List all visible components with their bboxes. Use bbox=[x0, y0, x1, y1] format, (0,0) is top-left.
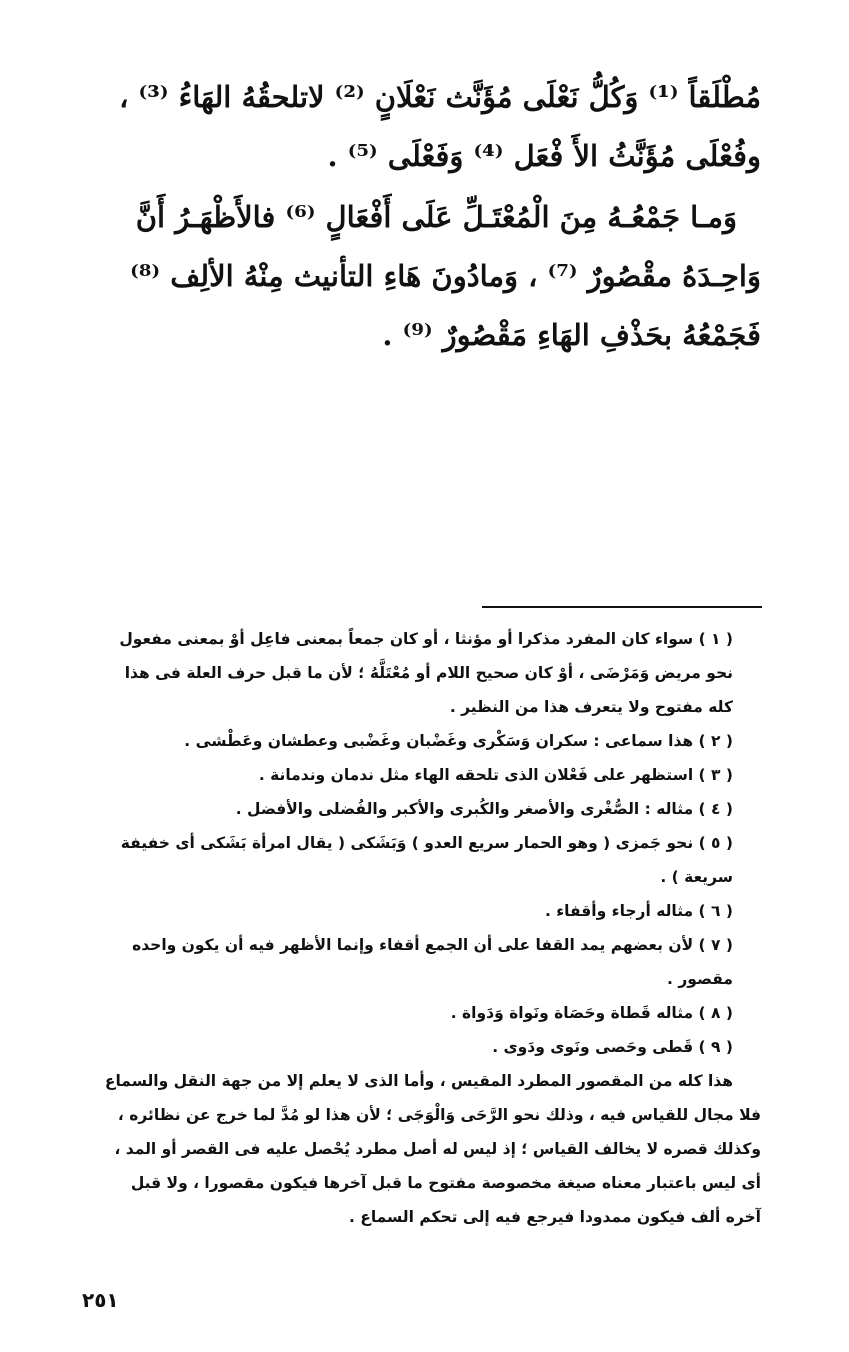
footnotes bbox=[100, 622, 761, 1234]
footnote-9: ( ٩ ) قَطى وحَصى ونَوى ودَوى . bbox=[492, 1038, 733, 1056]
closing-paragraph: هذا كله من المقصور المطرد المقيس ، وأما الذى لا يعلم إلا من جهة النقل والسماع فلا مجال للقياس فيه ، وذلك نحو الرَّحَى وَالْوَجَى ؛ لأن هذا لو مُدَّ لما خرج عن نظائره ، وكذلك قصره لا يخالف القياس ؛ إذ ليس له أصل مطرد يُحْصل عليه فى القصر أو المد ، أى ليس باعتبار معناه صيغة مخصوصة مفتوح ما قبل آخرها فيكون مقصورا ، ولا قبل آخره ألف فيكون ممدودا فيرجع فيه إلى تحكم السماع . bbox=[104, 1072, 761, 1226]
footnote-5: ( ٥ ) نحو جَمزى ( وهو الحمار سريع العدو ) وَبَشَكى ( يقال امرأة بَشَكى أى خفيفة سريعة ) . bbox=[120, 834, 733, 886]
main-paragraph-2: وَمـا جَمْعُـهُ مِنَ الْمُعْتَـلِّ عَلَى أَفْعَالٍ ⁽⁶⁾ فالأَظْهَـرُ أَنَّ وَاحِـدَهُ مقْصُورٌ ⁽⁷⁾ ، وَمادُونَ هَاءِ التأنيث مِنْهُ الألِف ⁽⁸⁾ فَجَمْعُهُ بحَذْفِ الهَاءِ مَقْصُورٌ ⁽⁹⁾ . bbox=[130, 200, 761, 352]
footnote-6: ( ٦ ) مثاله أرجاء وأقفاء . bbox=[544, 902, 733, 920]
main-text bbox=[62, 68, 761, 365]
footnote-3: ( ٣ ) استظهر على فَعْلان الذى تلحقه الهاء مثل ندمان وندمانة . bbox=[258, 766, 733, 784]
footnote-4: ( ٤ ) مثاله : الصُّغْرى والأصغر والكُبرى والأكبر والفُضلى والأفضل . bbox=[235, 800, 733, 818]
footnote-7: ( ٧ ) لأن بعضهم يمد القفا على أن الجمع أقفاء وإنما الأظهر فيه أن يكون واحده مقصور . bbox=[132, 936, 733, 988]
page-number: ٢٥١ bbox=[82, 1288, 119, 1312]
footnote-8: ( ٨ ) مثاله قَطاة وحَصَاة ونَواة وَدَواة . bbox=[450, 1004, 733, 1022]
footnote-1: ( ١ ) سواء كان المفرد مذكرا أو مؤنثا ، أو كان جمعاً بمعنى فاعِل أوْ بمعنى مفعول نحو مريض وَمَرْضَى ، أوْ كان صحيح اللام أو مُعْتَلَّهُ ؛ لأن ما قبل حرف العلة فى هذا كله مفتوح ولا يتعرف هذا من النظير . bbox=[119, 630, 733, 716]
footnote-divider bbox=[482, 606, 762, 608]
main-paragraph-1: مُطْلَقاً ⁽¹⁾ وَكُلُّ نَعْلَى مُؤَنَّث نَعْلَانٍ ⁽²⁾ لاتلحقُهُ الهَاءُ ⁽³⁾ ، وفُعْلَى مُؤَنَّثُ الأَ فْعَل ⁽⁴⁾ وَفَعْلَى ⁽⁵⁾ . bbox=[119, 80, 761, 173]
footnote-2: ( ٢ ) هذا سماعى : سكران وَسَكْرى وغَضْبان وغَضْبى وعطشان وعَطْشى . bbox=[184, 732, 733, 750]
